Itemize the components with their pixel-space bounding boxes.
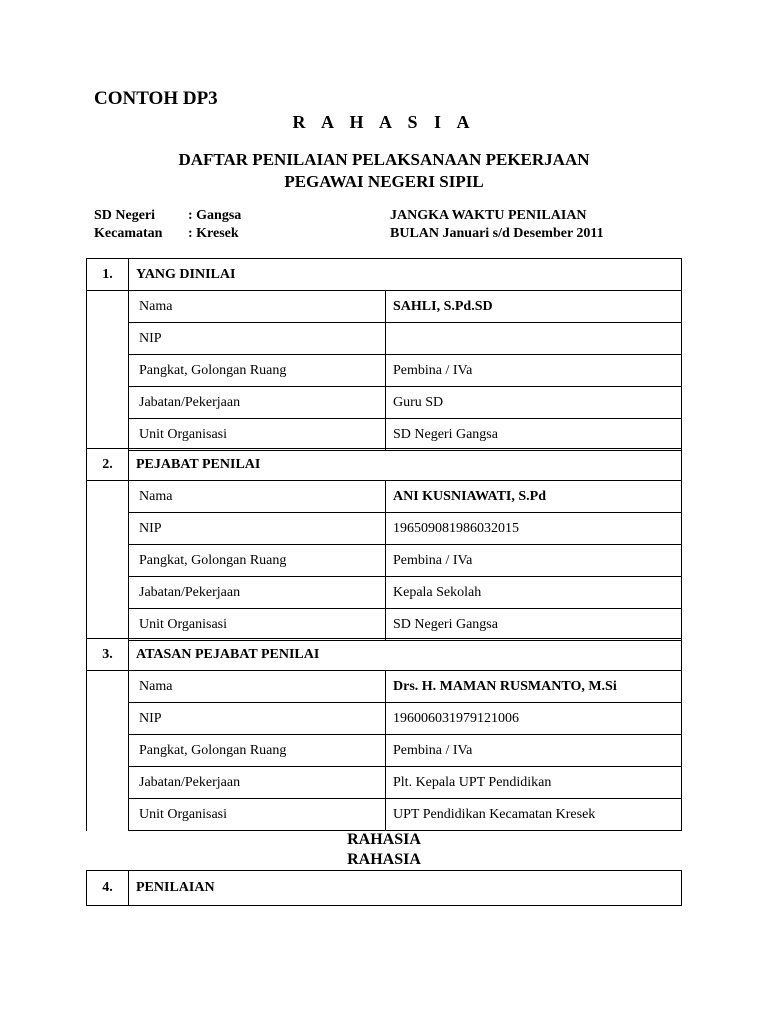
section-header-row [87, 449, 682, 481]
section-4-table [86, 870, 682, 906]
section-number: 4. [87, 871, 129, 906]
table-row [87, 513, 682, 545]
period-line1: JANGKA WAKTU PENILAIAN [390, 208, 587, 223]
document-label: CONTOH DP3 [94, 88, 218, 109]
form-title-line1: DAFTAR PENILAIAN PELAKSANAAN PEKERJAAN [178, 150, 590, 169]
table-row [87, 767, 682, 799]
table-row [87, 481, 682, 513]
field-label: Pangkat, Golongan Ruang [129, 355, 386, 387]
section-number: 1. [87, 259, 129, 291]
field-label: Nama [129, 291, 386, 323]
field-value: SD Negeri Gangsa [386, 609, 682, 641]
form-title-line2: PEGAWAI NEGERI SIPIL [284, 172, 484, 191]
section-2-table [86, 448, 682, 641]
field-value: Drs. H. MAMAN RUSMANTO, M.Si [386, 671, 682, 703]
field-value: 196509081986032015 [386, 513, 682, 545]
field-label: Jabatan/Pekerjaan [129, 577, 386, 609]
table-row [87, 703, 682, 735]
field-value: Pembina / IVa [386, 545, 682, 577]
field-label: Unit Organisasi [129, 609, 386, 641]
section-header-row [87, 871, 682, 906]
table-row [87, 799, 682, 831]
field-value: Guru SD [386, 387, 682, 419]
table-row [87, 577, 682, 609]
field-label: Jabatan/Pekerjaan [129, 767, 386, 799]
period-line2: BULAN Januari s/d Desember 2011 [390, 226, 604, 241]
field-label: Pangkat, Golongan Ruang [129, 545, 386, 577]
table-row [87, 419, 682, 451]
field-label: Nama [129, 481, 386, 513]
field-value: 196006031979121006 [386, 703, 682, 735]
section-1-table [86, 258, 682, 451]
field-value: Pembina / IVa [386, 355, 682, 387]
field-value: SAHLI, S.Pd.SD [386, 291, 682, 323]
field-value [386, 323, 682, 355]
header-classification: RAHASIA [347, 851, 421, 868]
section-title: ATASAN PEJABAT PENILAI [129, 639, 682, 671]
field-label: Pangkat, Golongan Ruang [129, 735, 386, 767]
table-row [87, 291, 682, 323]
field-label: NIP [129, 513, 386, 545]
field-value: UPT Pendidikan Kecamatan Kresek [386, 799, 682, 831]
section-number: 2. [87, 449, 129, 481]
section-title: PENILAIAN [129, 871, 682, 906]
table-row [87, 355, 682, 387]
section-3-table [86, 638, 682, 831]
field-label: Nama [129, 671, 386, 703]
field-label: Unit Organisasi [129, 799, 386, 831]
table-row [87, 387, 682, 419]
field-label: Jabatan/Pekerjaan [129, 387, 386, 419]
section-header-row [87, 259, 682, 291]
table-row [87, 735, 682, 767]
field-label: Unit Organisasi [129, 419, 386, 451]
school-value: : Gangsa [188, 208, 242, 223]
section-header-row [87, 639, 682, 671]
field-label: NIP [129, 703, 386, 735]
table-row [87, 609, 682, 641]
district-label: Kecamatan [94, 226, 163, 241]
classification-heading: R A H A S I A [292, 112, 476, 132]
field-value: Plt. Kepala UPT Pendidikan [386, 767, 682, 799]
field-label: NIP [129, 323, 386, 355]
field-value: Pembina / IVa [386, 735, 682, 767]
school-info [94, 208, 241, 224]
section-number: 3. [87, 639, 129, 671]
section-title: PEJABAT PENILAI [129, 449, 682, 481]
field-value: SD Negeri Gangsa [386, 419, 682, 451]
school-label: SD Negeri [94, 208, 156, 223]
field-value: Kepala Sekolah [386, 577, 682, 609]
table-row [87, 671, 682, 703]
table-row [87, 323, 682, 355]
district-value: : Kresek [188, 226, 239, 241]
table-row [87, 545, 682, 577]
section-title: YANG DINILAI [129, 259, 682, 291]
district-info [94, 226, 239, 242]
field-value: ANI KUSNIAWATI, S.Pd [386, 481, 682, 513]
footer-classification: RAHASIA [347, 831, 421, 848]
